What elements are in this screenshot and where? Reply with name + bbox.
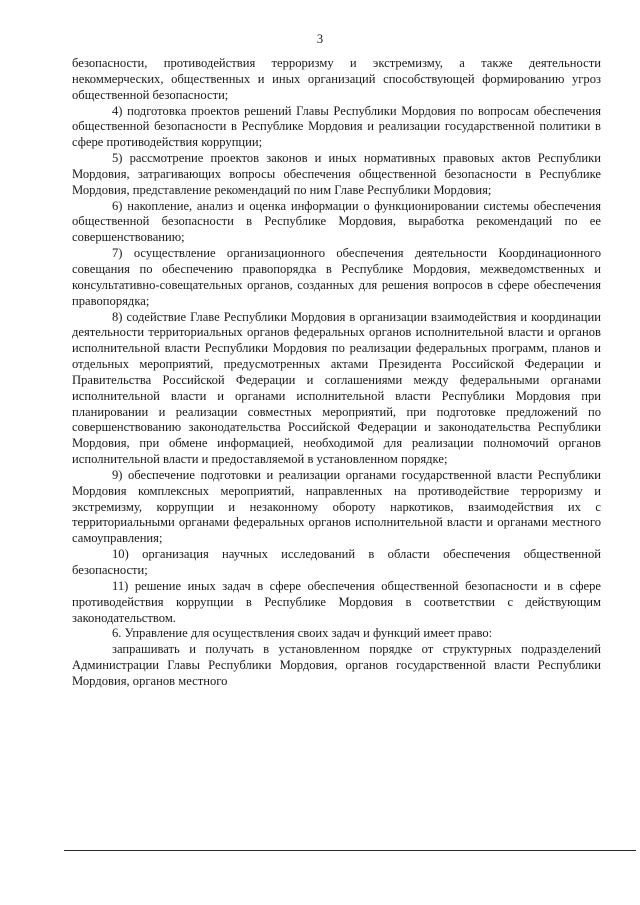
document-body (72, 56, 601, 690)
footer-divider (64, 850, 636, 851)
paragraph-item-4: 4) подготовка проектов решений Главы Республики Мордовия по вопросам обеспечения общественной безопасности в Республике Мордовия и реализации государственной политики в сфере противодействия коррупции; (72, 103, 601, 150)
page-number: 3 (316, 32, 324, 46)
paragraph-item-5: 5) рассмотрение проектов законов и иных нормативных правовых актов Республики Мордовия, затрагивающих вопросы обеспечения общественной безопасности в Республике Мордовия, представление рекомендаций по ним Главе Республики Мордовия; (72, 151, 601, 197)
paragraph-item-8: 8) содействие Главе Республики Мордовия в организации взаимодействия и координации деятельности территориальных органов федеральных органов исполнительной власти и органов исполнительной власти Республики Мордовия по реализации федеральных программ, планов и отдельных мероприятий, предусмотренных актами Президента Российской Федерации и Правительства Российской Федерации и соглашениями между федеральными органами исполнительной власти и органами исполнительной власти Республики Мордовия при планировании и реализации совместных мероприятий, при подготовке предложений по совершенствованию законодательства Российской Федерации и законодательства Республики Мордовия, при обмене информацией, необходимой для реализации полномочий органов исполнительной власти и предоставляемой в установленном порядке; (72, 309, 601, 467)
paragraph-item-7: 7) осуществление организационного обеспечения деятельности Координационного совещания по обеспечению правопорядка в Республике Мордовия, межведомственных и консультативно-совещательных органов, созданных для решения вопросов в сфере обеспечения правопорядка; (72, 246, 601, 308)
paragraph-item-6: 6) накопление, анализ и оценка информации о функционировании системы обеспечения общественной безопасности в Республике Мордовия, выработка рекомендаций по ее совершенствованию; (72, 198, 601, 245)
paragraph-item-10: 10) организация научных исследований в области обеспечения общественной безопасности; (72, 547, 601, 577)
paragraph-rights-request: запрашивать и получать в установленном порядке от структурных подразделений Администрации Главы Республики Мордовия, органов государственной власти Республики Мордовия, органов местного (72, 642, 601, 688)
paragraph-item-11: 11) решение иных задач в сфере обеспечения общественной безопасности и в сфере противодействия коррупции в Республике Мордовия в соответствии с действующим законодательством. (72, 578, 601, 625)
section-6-heading: 6. Управление для осуществления своих задач и функций имеет право: (112, 626, 493, 641)
paragraph-continuation: безопасности, противодействия терроризму и экстремизму, а также деятельности некоммерческих, общественных и иных организаций способствующей формированию угроз общественной безопасности; (72, 56, 601, 102)
paragraph-item-9: 9) обеспечение подготовки и реализации органами государственной власти Республики Мордовия комплексных мероприятий, направленных на противодействие терроризму и экстремизму, коррупции и незаконному обороту наркотиков, взаимодействия их с территориальными органами федеральных органов исполнительной власти и органами местного самоуправления; (72, 467, 601, 546)
